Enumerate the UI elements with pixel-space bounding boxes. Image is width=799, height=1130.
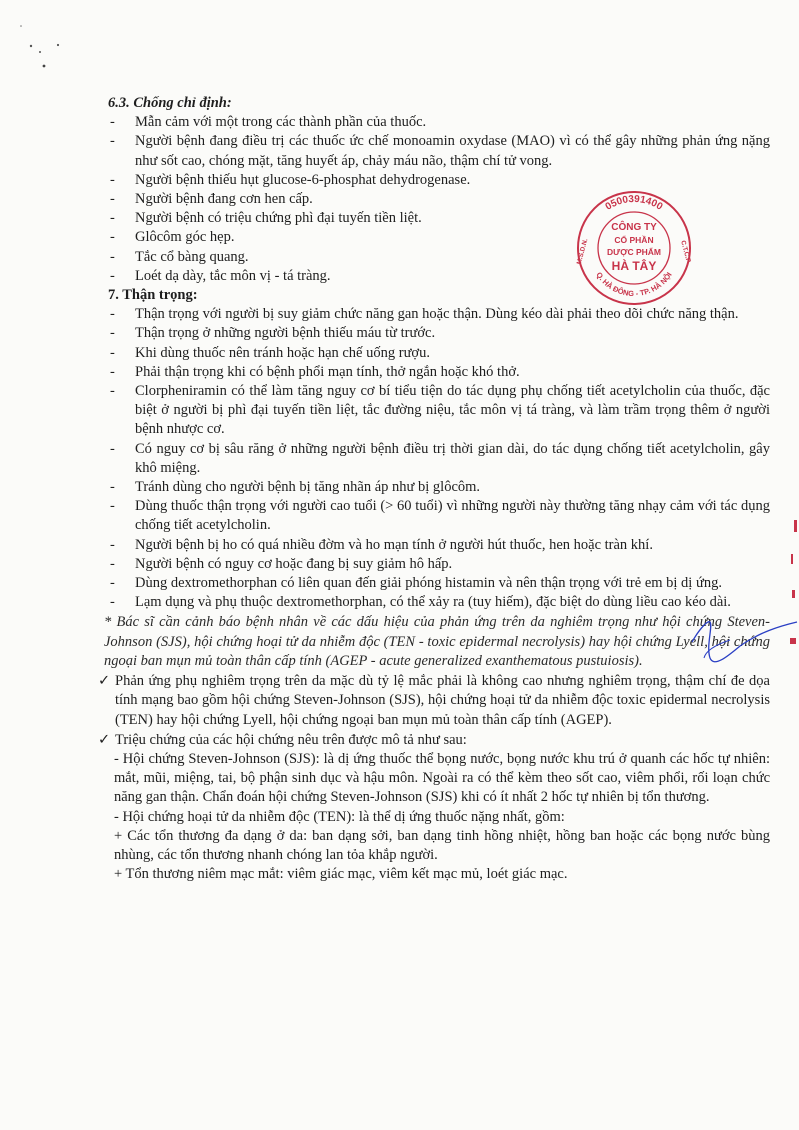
checklist-text: Triệu chứng của các hội chứng nêu trên được mô tả như sau: — [115, 731, 467, 748]
list-item: - Clorpheniramin có thể làm tăng nguy cơ bí tiểu tiện do tác dụng phụ chống tiết acetylcholin của thuốc, đặc biệt ở người bị phì đại tuyến tiền liệt, tắc đường niệu, tắc môn vị tá tràng, và làm trầm trọng thêm ở người bệnh nhược cơ. — [108, 382, 770, 440]
list-item: - Phải thận trọng khi có bệnh phổi mạn tính, thở ngắn hoặc khó thở. — [108, 363, 770, 382]
company-stamp — [574, 190, 694, 306]
list-item: - Thận trọng ở những người bệnh thiếu máu từ trước. — [108, 324, 770, 343]
ten-description: - Hội chứng hoại tử da nhiễm độc (TEN): là thể dị ứng thuốc nặng nhất, gồm: — [114, 808, 565, 825]
list-item: - Có nguy cơ bị sâu răng ở những người bệnh điều trị thời gian dài, do tác dụng chống tiết acetylcholin, gây khô miệng. — [108, 440, 770, 478]
stamp-code-path: 0500391400 — [603, 193, 665, 213]
list-item: - Người bệnh có nguy cơ hoặc đang bị suy giảm hô hấp. — [108, 555, 770, 574]
pen-signature-stroke — [680, 598, 799, 678]
list-item: - Tắc cổ bàng quang. — [108, 248, 770, 267]
scan-specks — [0, 0, 80, 75]
skin-reaction-warning-note: * Bác sĩ cần cảnh báo bệnh nhân về các dấu hiệu của phản ứng trên da nghiêm trọng như hội chứng Steven-Johnson (SJS), hội chứng hoại tử da nhiễm độc (TEN - toxic epidermal necrolysis) hay hội chứng Lyell, hội chứng ngoại ban mụn mủ toàn thân cấp tính (AGEP - acute generalized exanthematous pustuiosis). — [104, 614, 770, 669]
stamp-right-text: C.T.C.P — [679, 239, 692, 264]
ten-eye-lesions: + Tổn thương niêm mạc mắt: viêm giác mạc, viêm kết mạc mủ, loét giác mạc. — [114, 866, 568, 883]
checklist-text: Phản ứng phụ nghiêm trọng trên da mặc dù tỷ lệ mắc phải là không cao nhưng nghiêm trọng, thậm chí đe dọa tính mạng bao gồm hội chứng Steven-Johnson (SJS), hội chứng hoại tử da nhiễm độc toxic epidermal necrolysis (TEN) hay hội chứng Lyell, hội chứng ngoại ban mụn mủ toàn thân cấp tính (AGEP). — [115, 673, 770, 728]
list-item: - Người bệnh bị ho có quá nhiều đờm và ho mạn tính ở người hút thuốc, hen hoặc tràn khí. — [108, 536, 770, 555]
sjs-description: - Hội chứng Steven-Johnson (SJS): là dị ứng thuốc thể bọng nước, bọng nước khu trú ở quanh các hốc tự nhiên: mắt, mũi, miệng, tai, bộ phận sinh dục và hậu môn. Ngoài ra có thể kèm theo sốt cao, viêm phổi, rối loạn chức năng gan thận. Chẩn đoán hội chứng Steven-Johnson (SJS) khi có ít nhất 2 hốc tự nhiên bị tổn thương. — [114, 750, 770, 806]
stamp-bottom-path: Q. HÀ ĐÔNG - TP. HÀ NỘI — [594, 270, 674, 299]
list-item: - Lạm dụng và phụ thuộc dextromethorphan, có thể xảy ra (tuy hiếm), đặc biệt do dùng liều cao kéo dài. — [108, 593, 770, 612]
precautions-list — [108, 305, 770, 612]
stamp-line-4: HÀ TÂY — [611, 259, 657, 273]
list-item: - Khi dùng thuốc nên tránh hoặc hạn chế uống rượu. — [108, 344, 770, 363]
contraindications-heading: 6.3. Chống chỉ định: — [108, 95, 232, 111]
list-item: - Người bệnh đang cơn hen cấp. — [108, 190, 770, 209]
list-item: - Loét dạ dày, tắc môn vị - tá tràng. — [108, 267, 770, 286]
stamp-left-text: M.S.D.N. — [575, 237, 590, 266]
stamp-line-2: CỔ PHẦN — [614, 235, 654, 245]
checkmark-icon: ✓ — [98, 673, 111, 690]
list-item: - Tránh dùng cho người bệnh bị tăng nhãn áp như bị glôcôm. — [108, 478, 770, 497]
list-item: - Người bệnh thiếu hụt glucose-6-phosphat dehydrogenase. — [108, 171, 770, 190]
checklist-item — [98, 672, 770, 730]
stamp-line-1: CÔNG TY — [611, 222, 657, 233]
list-item: - Mẫn cảm với một trong các thành phần của thuốc. — [108, 113, 770, 132]
edge-stamp-fragment — [786, 520, 799, 670]
list-item: - Người bệnh đang điều trị các thuốc ức chế monoamin oxydase (MAO) vì có thể gây những phản ứng nặng như sốt cao, chóng mặt, tăng huyết áp, chảy máu não, thậm chí tử vong. — [108, 132, 770, 170]
list-item: - Glôcôm góc hẹp. — [108, 228, 770, 247]
ten-skin-lesions: + Các tổn thương đa dạng ở da: ban dạng sởi, ban dạng tinh hồng nhiệt, hồng ban hoặc các bọng nước bùng nhùng, các tổn thương nhanh chóng lan tỏa khắp người. — [114, 827, 770, 863]
stamp-line-3: DƯỢC PHẨM — [607, 247, 661, 257]
list-item: - Dùng dextromethorphan có liên quan đến giải phóng histamin và nên thận trọng với trẻ em bị dị ứng. — [108, 574, 770, 593]
list-item: - Người bệnh có triệu chứng phì đại tuyến tiền liệt. — [108, 209, 770, 228]
checklist-item — [98, 731, 770, 750]
precautions-heading: 7. Thận trọng: — [108, 287, 198, 304]
list-item: - Thận trọng với người bị suy giảm chức năng gan hoặc thận. Dùng kéo dài phải theo dõi chức năng thận. — [108, 305, 770, 324]
list-item: - Dùng thuốc thận trọng với người cao tuổi (> 60 tuổi) vì những người này thường tăng nhạy cảm với tác dụng chống tiết acetylcholin. — [108, 497, 770, 535]
checkmark-icon: ✓ — [98, 731, 111, 748]
